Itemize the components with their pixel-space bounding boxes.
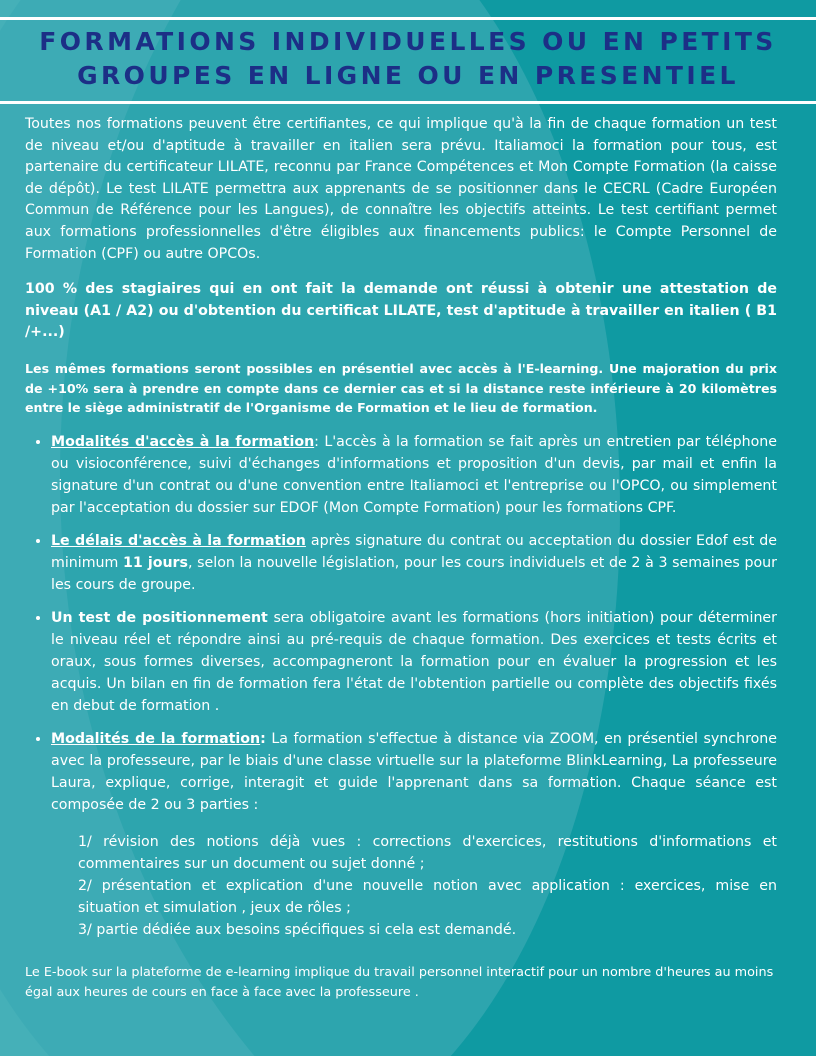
session-parts — [78, 831, 777, 941]
test-label: Un test de positionnement — [51, 609, 268, 626]
delay-text-before: après signature du contrat ou acceptation du dossier Edof est de minimum — [51, 532, 777, 571]
list-item-test — [51, 607, 777, 717]
title-line-1: FORMATIONS INDIVIDUELLES OU EN PETITS — [39, 27, 777, 56]
modalities-label: Modalités de la formation — [51, 730, 261, 747]
header-rule-bottom — [0, 101, 816, 104]
session-part-1: 1/ révision des notions déjà vues : corrections d'exercices, restitutions d'informations et commentaires sur un document ou sujet donné ; — [78, 833, 777, 872]
test-text: sera obligatoire avant les formations (hors initiation) pour déterminer le niveau réel et répondre ainsi au pré-requis de chaque formation. Des exercices et tests écrits et oraux, sous formes diverses, accompagneront la formation pour en évaluer la progression et les acquis. Un bilan en fin de formation fera l'état de l'obtention partielle ou complète des objectifs fixés en debut de formation . — [51, 609, 777, 714]
delay-label: Le délais d'accès à la formation — [51, 532, 306, 549]
access-text: : L'accès à la formation se fait après un entretien par téléphone ou visioconférence, suivi d'échanges d'informations et proposition d'un devis, par mail et enfin la signature d'un contrat ou d'une convention entre Italiamoci et l'entreprise ou l'OPCO, ou simplement par l'acceptation du dossier sur EDOF (Mon Compte Formation) pour les formations CPF. — [51, 433, 777, 516]
access-label: Modalités d'accès à la formation — [51, 433, 315, 450]
session-part-2: 2/ présentation et explication d'une nouvelle notion avec application : exercices, mise en situation et simulation , jeux de rôles ; — [78, 877, 777, 916]
list-item-access — [51, 431, 777, 519]
info-list — [25, 431, 777, 816]
modalities-colon: : — [260, 730, 266, 747]
presentiel-paragraph: Les mêmes formations seront possibles en présentiel avec accès à l'E-learning. Une majoration du prix de +10% sera à prendre en compte dans ce dernier cas et si la distance reste inférieure à 20 kilomètres entre le siège administratif de l'Organisme de Formation et le lieu de formation. — [25, 360, 777, 416]
header-rule-top — [0, 17, 816, 20]
intro-paragraph: Toutes nos formations peuvent être certifiantes, ce qui implique qu'à la fin de chaque formation un test de niveau et/ou d'aptitude à travailler en italien sera prévu. Italiamoci la formation pour tous, est partenaire du certificateur LILATE, reconnu par France Compétences et Mon Compte Formation (la caisse de dépôt). Le test LILATE permettra aux apprenants de se positionner dans le CECRL (Cadre Européen Commun de Référence pour les Langues), de connaître les objectifs atteints. Le test certifiant permet aux formations professionnelles d'être éligibles aux financements publics: le Compte Personnel de Formation (CPF) ou autre OPCOs. — [25, 116, 777, 262]
list-item-modalities — [51, 728, 777, 816]
list-item-delay — [51, 530, 777, 596]
ebook-paragraph: Le E-book sur la plateforme de e-learning implique du travail personnel interactif pour un nombre d'heures au moins égal aux heures de cours en face à face avec la professeure . — [25, 964, 774, 1000]
delay-days: 11 jours — [123, 554, 188, 571]
session-part-3: 3/ partie dédiée aux besoins spécifiques si cela est demandé. — [78, 921, 517, 938]
page-title — [0, 25, 816, 93]
document-body — [25, 114, 777, 1003]
title-line-2: GROUPES EN LIGNE OU EN PRESENTIEL — [77, 61, 739, 90]
modalities-text: La formation s'effectue à distance via ZOOM, en présentiel synchrone avec la professeure, par le biais d'une classe virtuelle sur la plateforme BlinkLearning, La professeure Laura, explique, corrige, interagit et guide l'apprenant dans sa formation. Chaque séance est composée de 2 ou 3 parties : — [51, 730, 778, 813]
success-paragraph: 100 % des stagiaires qui en ont fait la demande ont réussi à obtenir une attestation de niveau (A1 / A2) ou d'obtention du certificat LILATE, test d'aptitude à travailler en italien ( B1 /+...) — [25, 281, 777, 341]
delay-text-after: , selon la nouvelle législation, pour les cours individuels et de 2 à 3 semaines pour les cours de groupe. — [51, 554, 777, 593]
